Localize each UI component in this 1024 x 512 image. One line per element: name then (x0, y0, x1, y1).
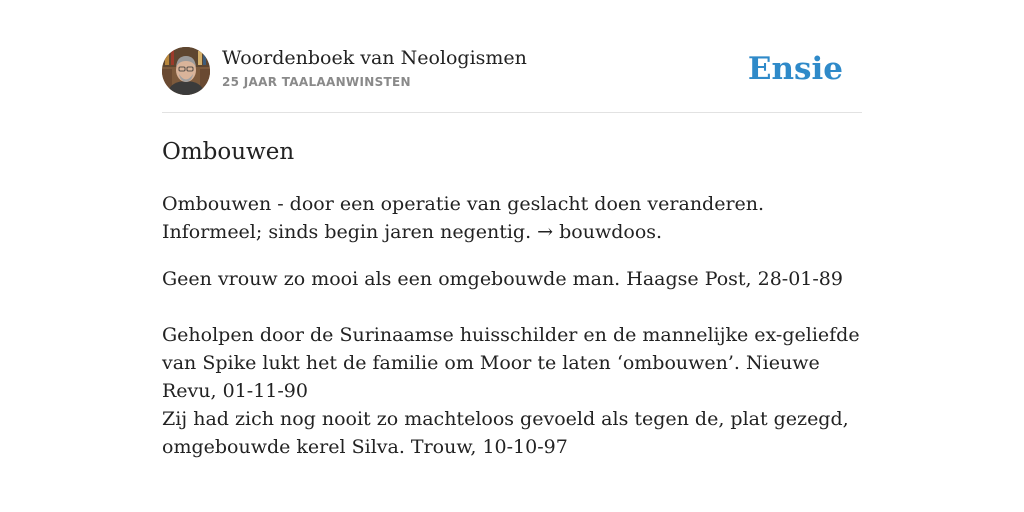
brand-logo[interactable]: Ensie (747, 51, 843, 87)
entry-title: Ombouwen (162, 139, 295, 165)
citation-quote: Zij had zich nog nooit zo machteloos gevoeld als tegen de, plat gezegd, omgebouwde kerel Silva. Trouw, 10-10-97 (162, 408, 849, 458)
header (162, 0, 862, 113)
author-portrait-icon (162, 47, 210, 95)
author-name[interactable]: Woordenboek van Neologismen (222, 47, 527, 69)
author-tagline: 25 JAAR TAALAANWINSTEN (222, 75, 411, 89)
page (162, 0, 862, 458)
definition-text: Ombouwen - door een operatie van geslacht doen veranderen. Informeel; sinds begin jaren negentig. (162, 193, 765, 243)
definition-end: . (656, 221, 663, 243)
arrow-right-icon: → (537, 221, 554, 243)
avatar[interactable] (162, 47, 210, 95)
citation-quote: Geen vrouw zo mooi als een omgebouwde man. Haagse Post, 28-01-89 (162, 268, 843, 290)
related-term-link[interactable]: bouwdoos (559, 221, 657, 243)
citation-quote: Geholpen door de Surinaamse huisschilder en de mannelijke ex-geliefde van Spike lukt het de familie om Moor te laten ‘ombouwen’. Nieuwe Revu, 01-11-90 (162, 324, 860, 402)
entry-definition (162, 190, 862, 246)
